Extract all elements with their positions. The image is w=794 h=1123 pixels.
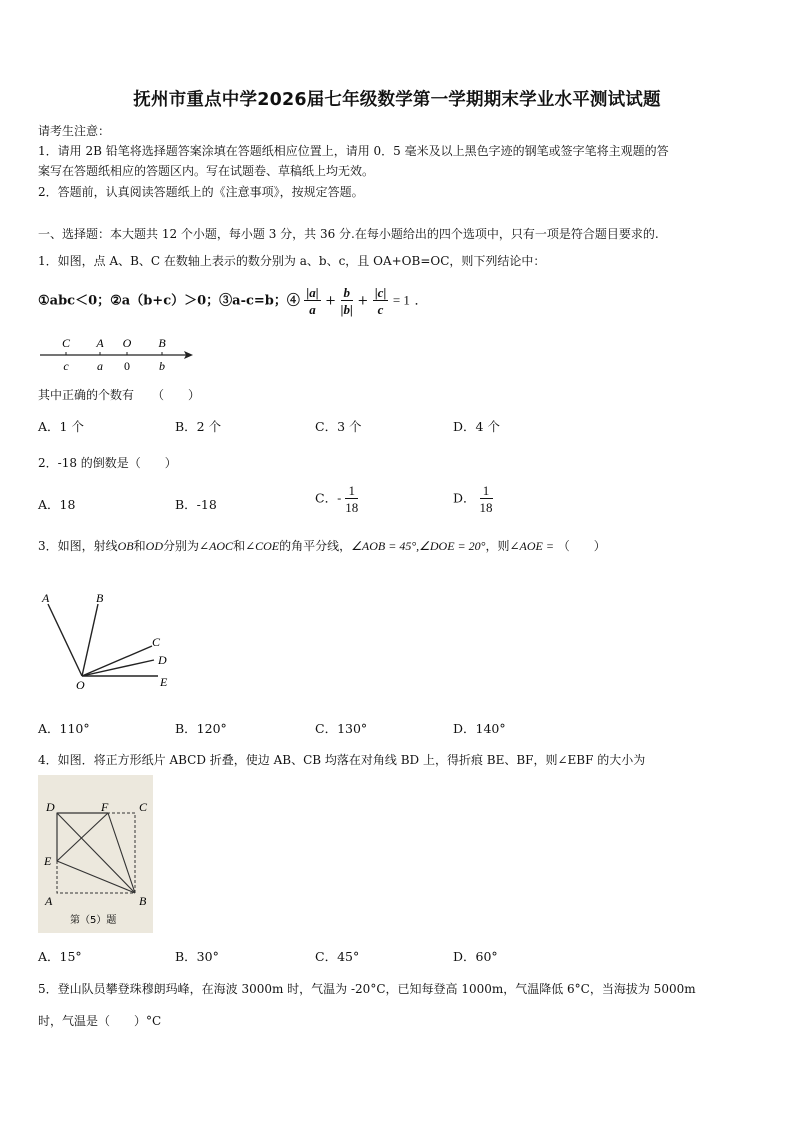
q1-option-a[interactable]: A．1 个: [38, 419, 84, 434]
q3-option-c[interactable]: C．130°: [315, 721, 368, 736]
equals-one: = 1: [392, 292, 410, 308]
label-A: A: [96, 336, 104, 350]
ray-OA: [48, 604, 82, 676]
figure-caption: 第（5）题: [70, 915, 117, 926]
label-b: b: [159, 359, 165, 373]
q3-text: 和∠: [233, 539, 256, 553]
answer-blank: （ ）: [557, 539, 606, 553]
label-O: O: [122, 336, 132, 350]
label-E: E: [44, 854, 52, 868]
q2-option-c[interactable]: [315, 484, 358, 514]
q2-d-fraction: $\frac{1}{18}$: [479, 483, 493, 515]
q3-text: 和: [133, 539, 146, 553]
number-line-figure: [36, 335, 206, 380]
square-fold-figure: [38, 775, 153, 933]
crease-BF: [108, 813, 135, 893]
q1-option-c[interactable]: C．3 个: [315, 419, 362, 434]
q3-option-d[interactable]: D．140°: [453, 721, 506, 736]
plus-sign: +: [325, 293, 337, 309]
label-a: a: [97, 359, 103, 373]
q2-option-d[interactable]: [453, 484, 493, 514]
label-O: O: [76, 678, 85, 692]
q4-option-a[interactable]: A．15°: [38, 949, 82, 964]
angle-figure: [36, 588, 186, 693]
angle-AOC: AOC: [209, 539, 234, 553]
label-zero: 0: [124, 359, 130, 373]
angle-AOE: AOE =: [519, 539, 554, 553]
q2-option-a[interactable]: A．18: [38, 497, 76, 512]
q3-option-b[interactable]: B．120°: [175, 721, 227, 736]
label-B: B: [139, 894, 147, 908]
q3-text: 的角平分线，: [279, 539, 352, 553]
q4-option-b[interactable]: B．30°: [175, 949, 219, 964]
label-C: C: [139, 800, 148, 814]
crease-BE: [57, 861, 135, 893]
q4-stem: 4．如图．将正方形纸片 ABCD 折叠，使边 AB、CB 均落在对角线 BD 上，得折痕 BE、BF，则∠EBF 的大小为: [38, 753, 646, 767]
q3-text: 分别为∠: [163, 539, 210, 553]
q3-stem: [38, 537, 606, 554]
label-A: A: [42, 591, 50, 605]
q4-option-c[interactable]: C．45°: [315, 949, 360, 964]
page-title: 抚州市重点中学2026届七年级数学第一学期期末学业水平测试试题: [133, 90, 661, 110]
notice-heading: 请考生注意：: [38, 124, 111, 138]
q5-stem-line-1: 5．登山队员攀登珠穆朗玛峰，在海波 3000m 时，气温为 -20°C，已知每登高 1000m，气温降低 6°C，当海拔为 5000m: [38, 982, 696, 996]
label-A: A: [45, 894, 53, 908]
label-B: B: [158, 336, 166, 350]
ray-OB-line: [82, 604, 98, 676]
minus-sign: -: [337, 490, 342, 506]
ray-OC: [82, 646, 152, 676]
q1-option-d[interactable]: D．4 个: [453, 419, 500, 434]
label-C: C: [61, 336, 71, 350]
q3-condition: ∠AOB = 45°,∠DOE = 20°: [351, 539, 486, 553]
plus-sign: +: [357, 293, 369, 309]
label-F: F: [101, 800, 109, 814]
section-heading: 一、选择题：本大题共 12 个小题，每小题 3 分，共 36 分.在每小题给出的四个选项中，只有一项是符合题目要求的.: [38, 227, 659, 241]
q1-conclusions: [38, 286, 427, 316]
q1-fraction-1: $\frac{|a|}{a}$: [306, 285, 319, 317]
q3-text: ，则∠: [485, 539, 520, 553]
q3-option-a[interactable]: A．110°: [38, 721, 90, 736]
q1-question: 其中正确的个数有 （ ）: [38, 388, 201, 402]
notice-item-2: 2．答题前，认真阅读答题纸上的《注意事项》，按规定答题。: [38, 185, 364, 199]
q1-stem: 1．如图，点 A、B、C 在数轴上表示的数分别为 a、b、c，且 OA+OB=OC，则下列结论中：: [38, 254, 546, 268]
q2-option-b[interactable]: B．-18: [175, 497, 217, 512]
q1-fraction-2: $\frac{b}{|b|}$: [340, 285, 353, 317]
option-label: D．: [453, 490, 476, 506]
notice-item-1-line-2: 案写在答题纸相应的答题区内。写在试题卷、草稿纸上均无效。: [38, 164, 375, 178]
angle-COE: COE: [255, 539, 280, 553]
label-E: E: [160, 675, 168, 689]
q2-stem: 2．-18 的倒数是（ ）: [38, 456, 177, 470]
label-c: c: [63, 359, 69, 373]
q1-fraction-3: $\frac{|c|}{c}$: [374, 285, 387, 317]
q3-text: 3．如图，射线: [38, 539, 118, 553]
notice-item-1-line-1: 1．请用 2B 铅笔将选择题答案涂填在答题纸相应位置上，请用 0．5 毫米及以上黑色字迹的钢笔或签字笔将主观题的答: [38, 144, 669, 158]
q4-option-d[interactable]: D．60°: [453, 949, 498, 964]
q2-c-fraction: $\frac{1}{18}$: [345, 483, 359, 515]
ray-OD: OD: [145, 539, 163, 553]
ray-OB: OB: [117, 539, 134, 553]
q1-option-b[interactable]: B．2 个: [175, 419, 222, 434]
label-B: B: [96, 591, 104, 605]
ray-OD-line: [82, 660, 154, 676]
q5-stem-line-2: 时，气温是（ ）°C: [38, 1014, 162, 1028]
label-D: D: [46, 800, 55, 814]
label-C: C: [152, 635, 161, 649]
option-label: C．: [315, 490, 338, 506]
period: ．: [414, 293, 428, 309]
label-D: D: [158, 653, 167, 667]
square-fold-diagram: [38, 775, 153, 933]
q1-conclusions-text: ①abc＜0；②a（b+c）＞0；③a-c=b；④: [38, 293, 300, 309]
